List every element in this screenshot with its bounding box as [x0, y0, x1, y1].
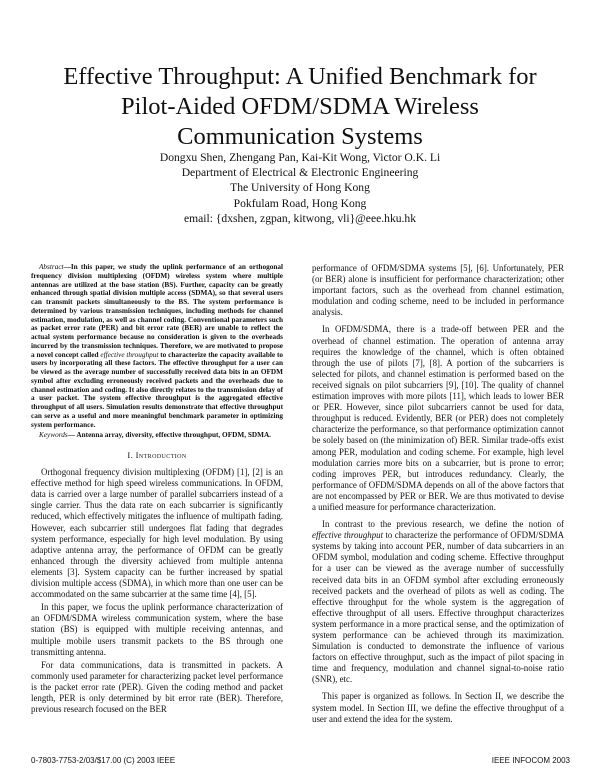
- abstract-lead: Abstract: [39, 263, 64, 271]
- paper-title: [30, 62, 570, 152]
- title-line: Pilot-Aided OFDM/SDMA Wireless: [121, 93, 479, 120]
- section-heading-introduction: [31, 450, 283, 461]
- section-title: Introduction: [135, 450, 187, 460]
- right-paragraph-2: In OFDM/SDMA, there is a trade-off between PER and the overhead of channel estimation. The operation of antenna array requires the knowledge of the channel, which is often obtained through the use of pilots [7], [8]. A portion of the subcarriers is selected for pilots, and channel estimation is performed based on the received signals on pilot subcarriers [9], [10]. The quality of channel estimation improves with more pilots [11], which leads to lower BER or PER. However, since pilot subcarriers cannot be used for data, throughput is reduced. Evidently, BER (or PER) does not completely characterize the performance, so that performance optimization cannot be solely based on (the minimization of) BER. Similar trade-offs exist among PER, modulation and coding scheme. For example, high level modulation carries more bits on a subcarrier, but is prone to error; coding improves PER, but introduces redundancy. Clearly, the performance of OFDM/SDMA depends on all of the above factors that are not encompassed by PER or BER. We are thus motivated to devise a unified measure for performance characterization.: [312, 324, 564, 512]
- left-column: [31, 263, 283, 717]
- affiliation-university: The University of Hong Kong: [230, 181, 370, 195]
- abstract-text-2: to characterize the capacity available to users by incorporating all these factors. The effective throughput for a user can be viewed as the average number of successfully received data bits in an OFDM symbol after excluding erroneously received packets and the overheads due to channel estimation and coding. It also directly relates to the transmission delay of a user packet. The system effective throughput is the aggregated effective throughput of all users. Simulation results demonstrate that effective throughput can serve as a useful and more meaningful benchmark parameter in optimizing system performance.: [31, 350, 284, 429]
- footer-conference: IEEE INFOCOM 2003: [491, 756, 570, 765]
- right-column: [312, 263, 564, 731]
- title-line: Communication Systems: [177, 123, 423, 150]
- affiliation-address: Pokfulam Road, Hong Kong: [233, 196, 367, 210]
- intro-paragraph-1: Orthogonal frequency division multiplexing (OFDM) [1], [2] is an effective method for high speed wireless communications. In OFDM, data is carried over a large number of parallel subcarriers instead of a single carrier. Thus the data rate on each subcarrier is significantly reduced, which effectively mitigates the influence of multipath fading. However, each subcarrier still undergoes flat fading that degrades system performance, especially for high level modulation. By using adaptive antenna array, the performance of OFDM can be greatly enhanced through the diversity achieved from multiple antenna elements [3]. System capacity can be further increased by spatial division multiple access (SDMA), in which more than one user can be accommodated on the same subcarrier at the same time [4], [5].: [31, 467, 283, 600]
- contrast-paragraph: [312, 519, 564, 685]
- section-number: I.: [127, 450, 134, 460]
- abstract-italic-term: effective throughput: [100, 350, 159, 359]
- keywords: [31, 431, 283, 440]
- affiliation-department: Department of Electrical & Electronic Engineering: [181, 166, 419, 180]
- keywords-lead: Keywords: [39, 431, 68, 440]
- author-block: [30, 150, 570, 226]
- intro-paragraph-3: For data communications, data is transmitted in packets. A commonly used parameter for characterizing packet level performance is the packet error rate (PER). Given the coding method and packet length, PER is only determined by bit error rate (BER). Therefore, previous research focused on the BER: [31, 659, 283, 715]
- intro-paragraph-2: In this paper, we focus the uplink performance characterization of an OFDM/SDMA wireless communication system, where the base station (BS) is equipped with multiple receiving antennas, and multiple mobile users transmit packets to the BS through one transmitting antenna.: [31, 602, 283, 657]
- contrast-text-1: In contrast to the previous research, we define the notion of: [322, 519, 564, 530]
- right-paragraph-1: performance of OFDM/SDMA systems [5], [6]. Unfortunately, PER (or BER) alone is insufficient for performance characterization; other important factors, such as the overhead from channel estimation, modulation and coding scheme, need to be included in performance analysis.: [312, 263, 564, 318]
- authors: Dongxu Shen, Zhengang Pan, Kai-Kit Wong, Victor O.K. Li: [159, 151, 441, 164]
- contrast-text-2: to characterize the performance of OFDM/SDMA systems by taking into account PER, number of data subcarriers in an OFDM symbol, modulation and coding scheme. Effective throughput for a user can be viewed as the average number of successfully received data bits in an OFDM symbol after excluding erroneously received packets and the overhead of pilots as well as coding. The effective throughput for the whole system is the aggregation of effective throughput of all users. Effective throughput characterizes system performance in a more practical sense, and the optimization of system performance can be achieved through its maximization. Simulation is conducted to demonstrate the influence of various factors on effective throughput, such as the impact of pilot spacing in time and frequency, modulation and channel signal-to-noise ratio (SNR), etc.: [312, 530, 564, 685]
- author-email: email: {dxshen, zgpan, kitwong, vli}@eee.hku.hk: [183, 211, 417, 225]
- contrast-italic-term: effective throughput: [312, 530, 384, 541]
- organization-paragraph: This paper is organized as follows. In Section II, we describe the system model. In Section III, we define the effective throughput of a user and extend the idea for the system.: [312, 691, 564, 724]
- title-line: Effective Throughput: A Unified Benchmark for: [63, 63, 537, 90]
- abstract-text-1: —In this paper, we study the uplink performance of an orthogonal frequency division multiplexing (OFDM) wireless system where multiple antennas are utilized at the base station (BS). Further, capacity can be greatly enhanced through spatial division multiple access (SDMA), so that several users can transmit packets simultaneously to the BS. The system performance is determined by various transmission techniques, including methods for channel estimation, modulation, as well as channel coding. Conventional parameters such as packet error rate (PER) and bit error rate (BER) are unable to reflect the actual system performance because no consideration is given to the overheads incurred by the transmission techniques. Therefore, we are motivated to propose a novel concept called: [31, 263, 283, 359]
- abstract: [31, 263, 283, 429]
- footer-copyright: 0-7803-7753-2/03/$17.00 (C) 2003 IEEE: [31, 756, 176, 765]
- keywords-text: — Antenna array, diversity, effective throughput, OFDM, SDMA.: [67, 431, 271, 440]
